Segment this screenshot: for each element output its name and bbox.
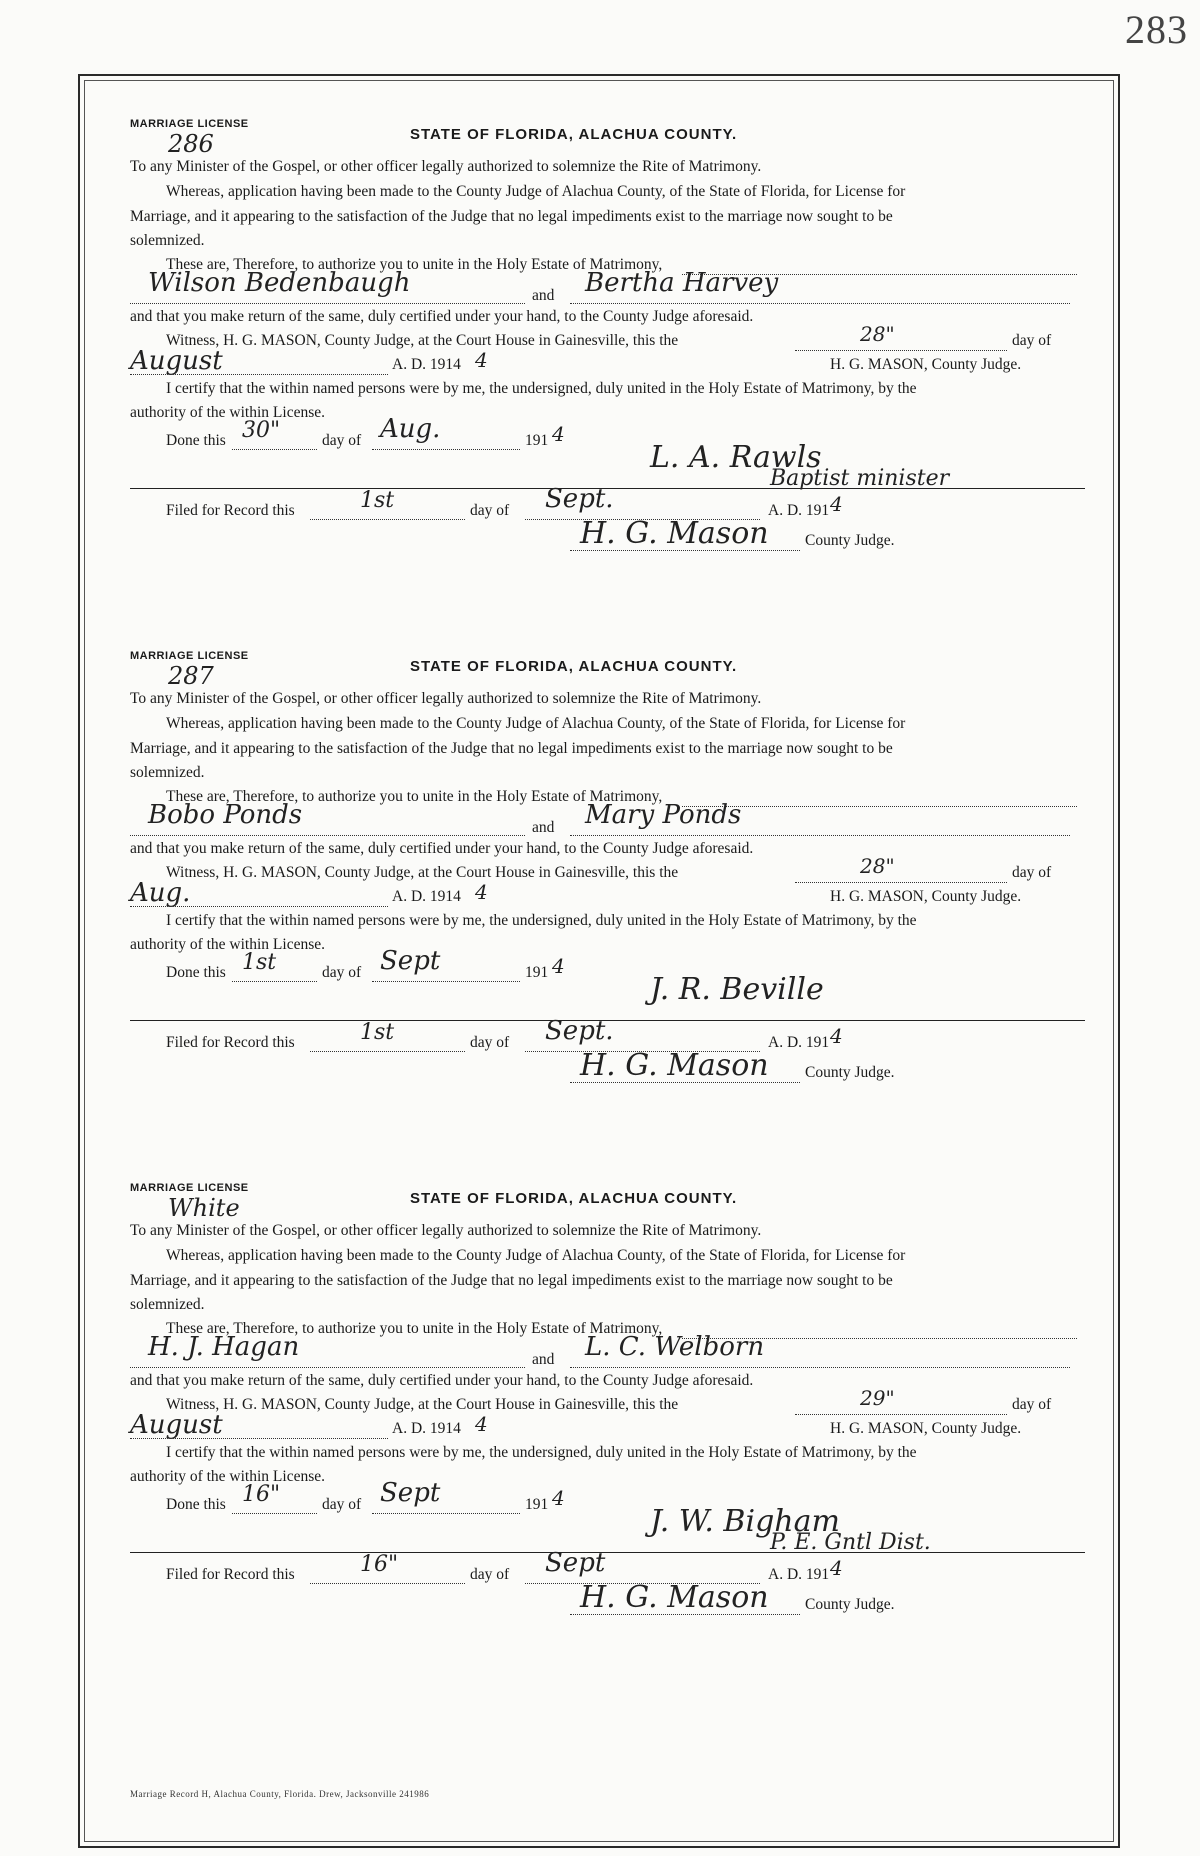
done-year-label: 191 [525,432,549,449]
printer-footer: Marriage Record H, Alachua County, Florida. Drew, Jacksonville 241986 [130,1789,430,1799]
filed-day: 1st [360,488,395,513]
filed-ad-label: A. D. 191 [768,1566,830,1583]
judge-signature-blank [570,1082,800,1083]
done-month-blank [372,1513,520,1514]
groom-blank [130,303,525,304]
done-year-digit: 4 [552,1486,565,1510]
marriage-license-287 [130,650,1080,1170]
filed-label: Filed for Record this [166,1034,295,1051]
done-day-of-label: day of [322,1496,362,1513]
license-label: MARRIAGE LICENSE [130,1182,249,1194]
issued-day-blank [795,882,1007,883]
whereas-line-2: Marriage, and it appearing to the satisfaction of the Judge that no legal impediments exist to the marriage now sought to be [130,1272,893,1289]
license-label: MARRIAGE LICENSE [130,118,249,130]
return-line: and that you make return of the same, duly certified under your hand, to the County Judge aforesaid. [130,1372,754,1389]
issued-year-digit: 4 [475,348,488,372]
done-label: Done this [166,432,226,449]
judge-signature: H. G. Mason [580,516,769,551]
judge-signature-blank [570,1614,800,1615]
filed-day-of-label: day of [470,1566,510,1583]
filed-day-blank [310,1051,465,1052]
done-year-label: 191 [525,964,549,981]
whereas-line-1: Whereas, application having been made to the County Judge of Alachua County, of the State of Florida, for License for [166,715,906,732]
filed-day-blank [310,519,465,520]
officiant-signature: J. W. Bigham [650,1504,840,1539]
certify-line-1: I certify that the within named persons were by me, the undersigned, duly united in the Holy Estate of Matrimony, by the [166,380,917,397]
license-heading: STATE OF FLORIDA, ALACHUA COUNTY. [410,658,738,675]
judge-print-label: H. G. MASON, County Judge. [830,356,1022,373]
issued-month: August [130,1410,223,1440]
filed-ad-label: A. D. 191 [768,502,830,519]
and-label: and [532,819,555,836]
license-number: 286 [168,130,214,158]
bride-name: L. C. Welborn [585,1332,765,1362]
done-day: 1st [242,950,277,975]
done-year-digit: 4 [552,954,565,978]
whereas-line-3: solemnized. [130,232,205,249]
issued-day-blank [795,1414,1007,1415]
filed-day: 16" [360,1552,399,1577]
filed-day-of-label: day of [470,1034,510,1051]
witness-line: Witness, H. G. MASON, County Judge, at the Court House in Gainesville, this the [166,864,679,881]
return-line: and that you make return of the same, duly certified under your hand, to the County Judge aforesaid. [130,308,754,325]
witness-line: Witness, H. G. MASON, County Judge, at the Court House in Gainesville, this the [166,332,679,349]
day-of-label: day of [1012,332,1052,349]
filed-label: Filed for Record this [166,502,295,519]
done-month: Aug. [380,414,441,444]
license-heading: STATE OF FLORIDA, ALACHUA COUNTY. [410,126,738,143]
groom-blank [130,835,525,836]
address-line: To any Minister of the Gospel, or other officer legally authorized to solemnize the Rite of Matrimony. [130,158,762,175]
issued-day: 29" [860,1386,895,1410]
certify-line-1: I certify that the within named persons were by me, the undersigned, duly united in the Holy Estate of Matrimony, by the [166,912,917,929]
address-line: To any Minister of the Gospel, or other officer legally authorized to solemnize the Rite of Matrimony. [130,690,762,707]
issued-month: Aug. [130,878,191,908]
filed-day-blank [310,1583,465,1584]
done-month-blank [372,981,520,982]
county-judge-label: County Judge. [805,1596,895,1613]
done-day-blank [232,449,317,450]
done-day-blank [232,1513,317,1514]
issued-ad-label: A. D. 1914 [392,356,461,373]
issued-day: 28" [860,322,895,346]
address-line: To any Minister of the Gospel, or other officer legally authorized to solemnize the Rite of Matrimony. [130,1222,762,1239]
done-label: Done this [166,1496,226,1513]
judge-print-label: H. G. MASON, County Judge. [830,888,1022,905]
bride-name: Mary Ponds [585,800,742,830]
filed-month: Sept [545,1548,606,1578]
authorize-line: These are, Therefore, to authorize you to unite in the Holy Estate of Matrimony, [166,788,663,805]
done-day: 30" [242,418,281,443]
done-month: Sept [380,946,441,976]
filed-ad-label: A. D. 191 [768,1034,830,1051]
done-year-label: 191 [525,1496,549,1513]
whereas-line-1: Whereas, application having been made to the County Judge of Alachua County, of the State of Florida, for License for [166,183,906,200]
officiant-signature: L. A. Rawls [650,440,822,475]
issued-month-blank [130,906,388,907]
bride-blank [570,303,1070,304]
whereas-line-2: Marriage, and it appearing to the satisfaction of the Judge that no legal impediments exist to the marriage now sought to be [130,208,893,225]
filed-year-digit: 4 [830,1024,843,1048]
officiant-title: Baptist minister [770,466,950,491]
day-of-label: day of [1012,1396,1052,1413]
issued-month: August [130,346,223,376]
and-label: and [532,287,555,304]
done-day-of-label: day of [322,964,362,981]
issued-ad-label: A. D. 1914 [392,888,461,905]
done-month-blank [372,449,520,450]
whereas-line-3: solemnized. [130,1296,205,1313]
judge-signature: H. G. Mason [580,1580,769,1615]
filed-month: Sept. [545,1016,614,1046]
authorize-line: These are, Therefore, to authorize you to unite in the Holy Estate of Matrimony, [166,1320,663,1337]
done-day-blank [232,981,317,982]
filed-day: 1st [360,1020,395,1045]
filed-year-digit: 4 [830,1556,843,1580]
marriage-license-White [130,1182,1080,1702]
license-label: MARRIAGE LICENSE [130,650,249,662]
section-rule [130,1552,1085,1553]
groom-name: Bobo Ponds [148,800,303,830]
whereas-line-1: Whereas, application having been made to the County Judge of Alachua County, of the State of Florida, for License for [166,1247,906,1264]
bride-name: Bertha Harvey [585,268,779,298]
issued-month-blank [130,374,388,375]
license-number: 287 [168,662,214,690]
done-day: 16" [242,1482,281,1507]
license-heading: STATE OF FLORIDA, ALACHUA COUNTY. [410,1190,738,1207]
county-judge-label: County Judge. [805,1064,895,1081]
bride-blank [570,1367,1070,1368]
page-number: 283 [1125,7,1188,52]
issued-ad-label: A. D. 1914 [392,1420,461,1437]
filed-day-of-label: day of [470,502,510,519]
witness-line: Witness, H. G. MASON, County Judge, at the Court House in Gainesville, this the [166,1396,679,1413]
certify-line-1: I certify that the within named persons were by me, the undersigned, duly united in the Holy Estate of Matrimony, by the [166,1444,917,1461]
done-day-of-label: day of [322,432,362,449]
filed-label: Filed for Record this [166,1566,295,1583]
groom-blank [130,1367,525,1368]
marriage-license-286 [130,118,1080,638]
certify-line-2: authority of the within License. [130,936,325,953]
license-number: White [168,1194,240,1222]
certify-line-2: authority of the within License. [130,1468,325,1485]
issued-year-digit: 4 [475,1412,488,1436]
officiant-signature: J. R. Beville [650,972,824,1007]
done-month: Sept [380,1478,441,1508]
groom-name: Wilson Bedenbaugh [148,268,411,298]
judge-signature-blank [570,550,800,551]
certify-line-2: authority of the within License. [130,404,325,421]
and-label: and [532,1351,555,1368]
whereas-line-2: Marriage, and it appearing to the satisfaction of the Judge that no legal impediments exist to the marriage now sought to be [130,740,893,757]
return-line: and that you make return of the same, duly certified under your hand, to the County Judge aforesaid. [130,840,754,857]
judge-signature: H. G. Mason [580,1048,769,1083]
filed-month: Sept. [545,484,614,514]
county-judge-label: County Judge. [805,532,895,549]
done-year-digit: 4 [552,422,565,446]
bride-blank [570,835,1070,836]
issued-day: 28" [860,854,895,878]
judge-print-label: H. G. MASON, County Judge. [830,1420,1022,1437]
filed-year-digit: 4 [830,492,843,516]
day-of-label: day of [1012,864,1052,881]
issued-month-blank [130,1438,388,1439]
whereas-line-3: solemnized. [130,764,205,781]
officiant-title: P. E. Gntl Dist. [770,1530,931,1555]
issued-day-blank [795,350,1007,351]
done-label: Done this [166,964,226,981]
groom-name: H. J. Hagan [148,1332,300,1362]
issued-year-digit: 4 [475,880,488,904]
authorize-line: These are, Therefore, to authorize you to unite in the Holy Estate of Matrimony, [166,256,663,273]
